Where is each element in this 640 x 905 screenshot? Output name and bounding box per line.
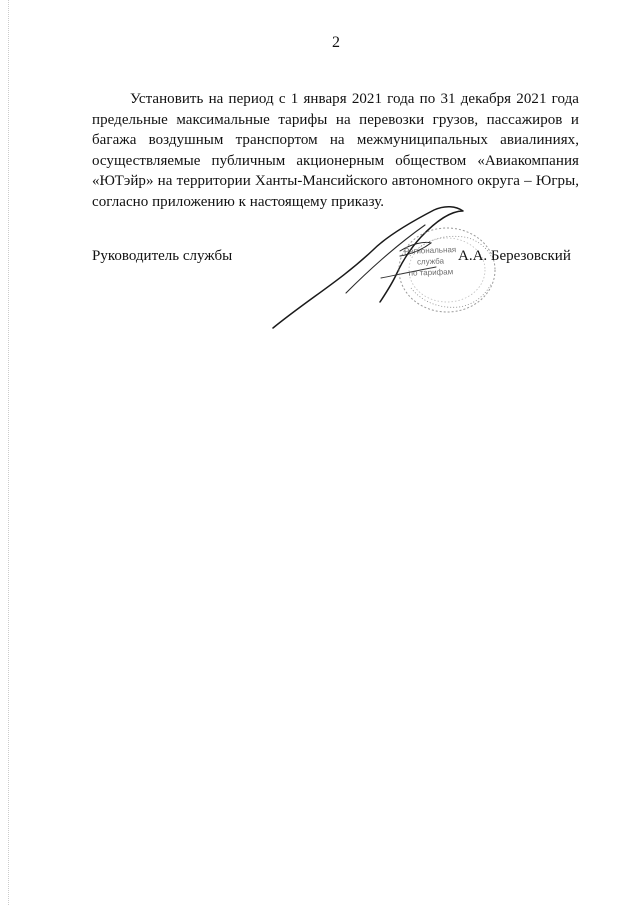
order-paragraph: Установить на период с 1 января 2021 года по 31 декабря 2021 года предельные максимальные тарифы на перевозки грузов, пассажиров и багажа воздушным транспортом на межмуниципальных авиалиниях, осуществляемые публичным акционерным обществом «Авиакомпания «ЮТэйр» на территории Ханты-Мансийского автономного округа – Югры, согласно приложению к настоящему приказу. xyxy=(92,91,579,210)
signer-title: Руководитель службы xyxy=(92,248,233,264)
stamp-text xyxy=(396,244,464,279)
signer-name: А.А. Березовский xyxy=(458,248,571,264)
scan-edge xyxy=(8,0,10,905)
stamp-text-line-1: Региональная xyxy=(403,245,457,256)
stamp-text-line-3: по тарифам xyxy=(408,267,454,278)
stamp-text-line-2: служба xyxy=(416,256,445,267)
page-number: 2 xyxy=(332,34,340,51)
